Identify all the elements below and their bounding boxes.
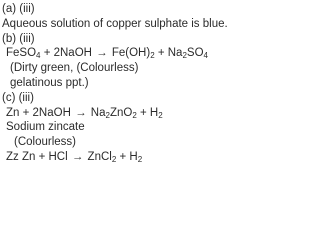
part-a-label: (a) (iii) (2, 3, 35, 15)
reaction-arrow-icon: → (96, 47, 108, 60)
reaction-arrow-icon: → (71, 150, 84, 163)
part-d-equation: Zz Zn + HCl → ZnCl$_2$ + $H_2$ (6, 150, 143, 164)
part-b-equation: FeSO$_4$ + 2NaOH → $Fe(OH)_2 + Na_2SO_4$ (6, 47, 208, 61)
part-c-note-1: Sodium zincate (6, 121, 85, 134)
part-a-answer: Aqueous solution of copper sulphate is blue. (2, 17, 228, 30)
part-c-equation: Zn + 2NaOH → $Na_2ZnO_2 + H_2$ (6, 106, 163, 120)
part-b-label: (b) (iii) (2, 32, 35, 45)
part-c-note-2: (Colourless) (14, 136, 76, 149)
reaction-arrow-icon: → (75, 106, 87, 119)
part-b-note-2: gelatinous ppt.) (10, 76, 89, 89)
part-c-label: (c) (iii) (2, 91, 34, 104)
part-b-note-1: (Dirty green, (Colourless) (10, 62, 139, 75)
